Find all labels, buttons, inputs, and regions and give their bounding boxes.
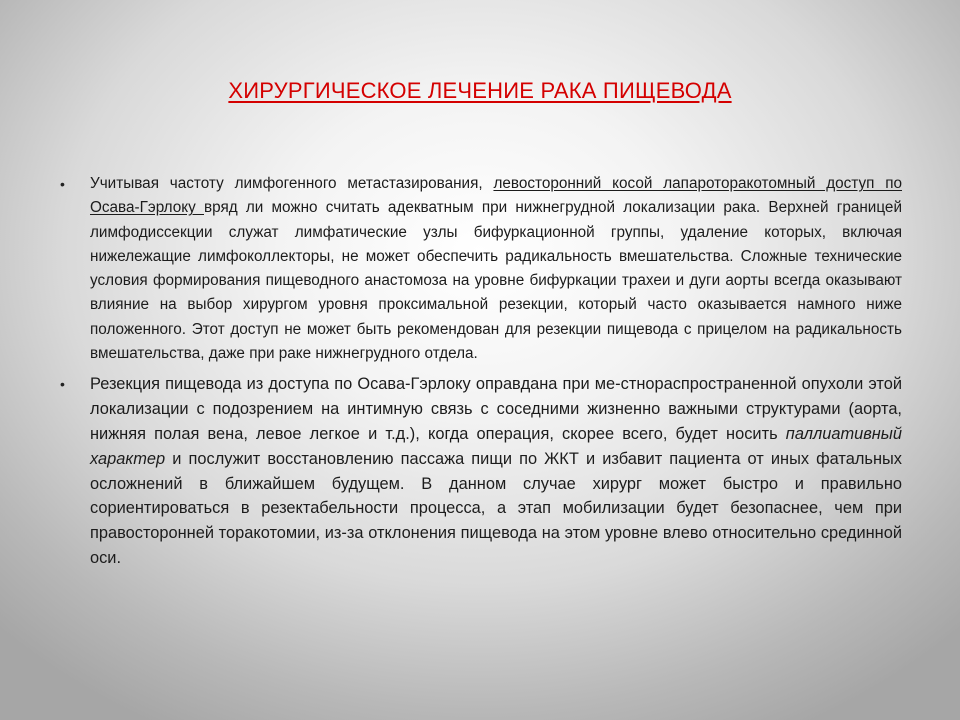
bullet-list <box>60 172 902 571</box>
slide-title: ХИРУРГИЧЕСКОЕ ЛЕЧЕНИЕ РАКА ПИЩЕВОДА <box>228 78 732 103</box>
bullet-text: Резекция пищевода из доступа по Осава-Гэрлоку оправдана при ме-стнораспространенной опухоли этой локализации с подозрением на интимную связь с соседними жизненно важными структурами (аорта, нижняя полая вена, левое легкое и т.д.), когда операция, скорее всего, будет носить <box>90 375 902 443</box>
bullet-text: Учитывая частоту лимфогенного метастазирования, <box>90 175 494 192</box>
bullet-text: вряд ли можно считать адекватным при нижнегрудной локализации рака. Верхней границей лимфодиссекции служат лимфатические узлы бифуркационной группы, удаление которых, включая нижележащие лимфоколлекторы, не может обеспечить радикальность вмешательства. Сложные технические условия формирования пищеводного анастомоза на уровне бифуркации трахеи и дуги аорты всегда оказывают влияние на выбор хирургом уровня проксимальной резекции, который часто оказывается намного ниже положенного. Этот доступ не может быть рекомендован для резекции пищевода с прицелом на радикальность вмешательства, даже при раке нижнегрудного отдела. <box>90 199 902 363</box>
bullet-item <box>60 372 902 570</box>
bullet-text: и послужит восстановлению пассажа пищи по ЖКТ и избавит пациента от иных фатальных осложнений в ближайшем будущем. В данном случае хирург может быстро и правильно сориентироваться в резектабельности процесса, а этап мобилизации будет безопаснее, чем при правосторонней торакотомии, из-за отклонения пищевода на этом уровне влево относительно срединной оси. <box>90 449 902 567</box>
bullet-italic-text: паллиативный характер <box>90 424 902 468</box>
bullet-marker: • <box>60 376 65 393</box>
bullet-item <box>60 172 902 366</box>
bullet-underlined-text: левосторонний косой лапароторакотомный доступ по Осава-Гэрлоку <box>90 175 902 217</box>
bullet-marker: • <box>60 176 65 192</box>
